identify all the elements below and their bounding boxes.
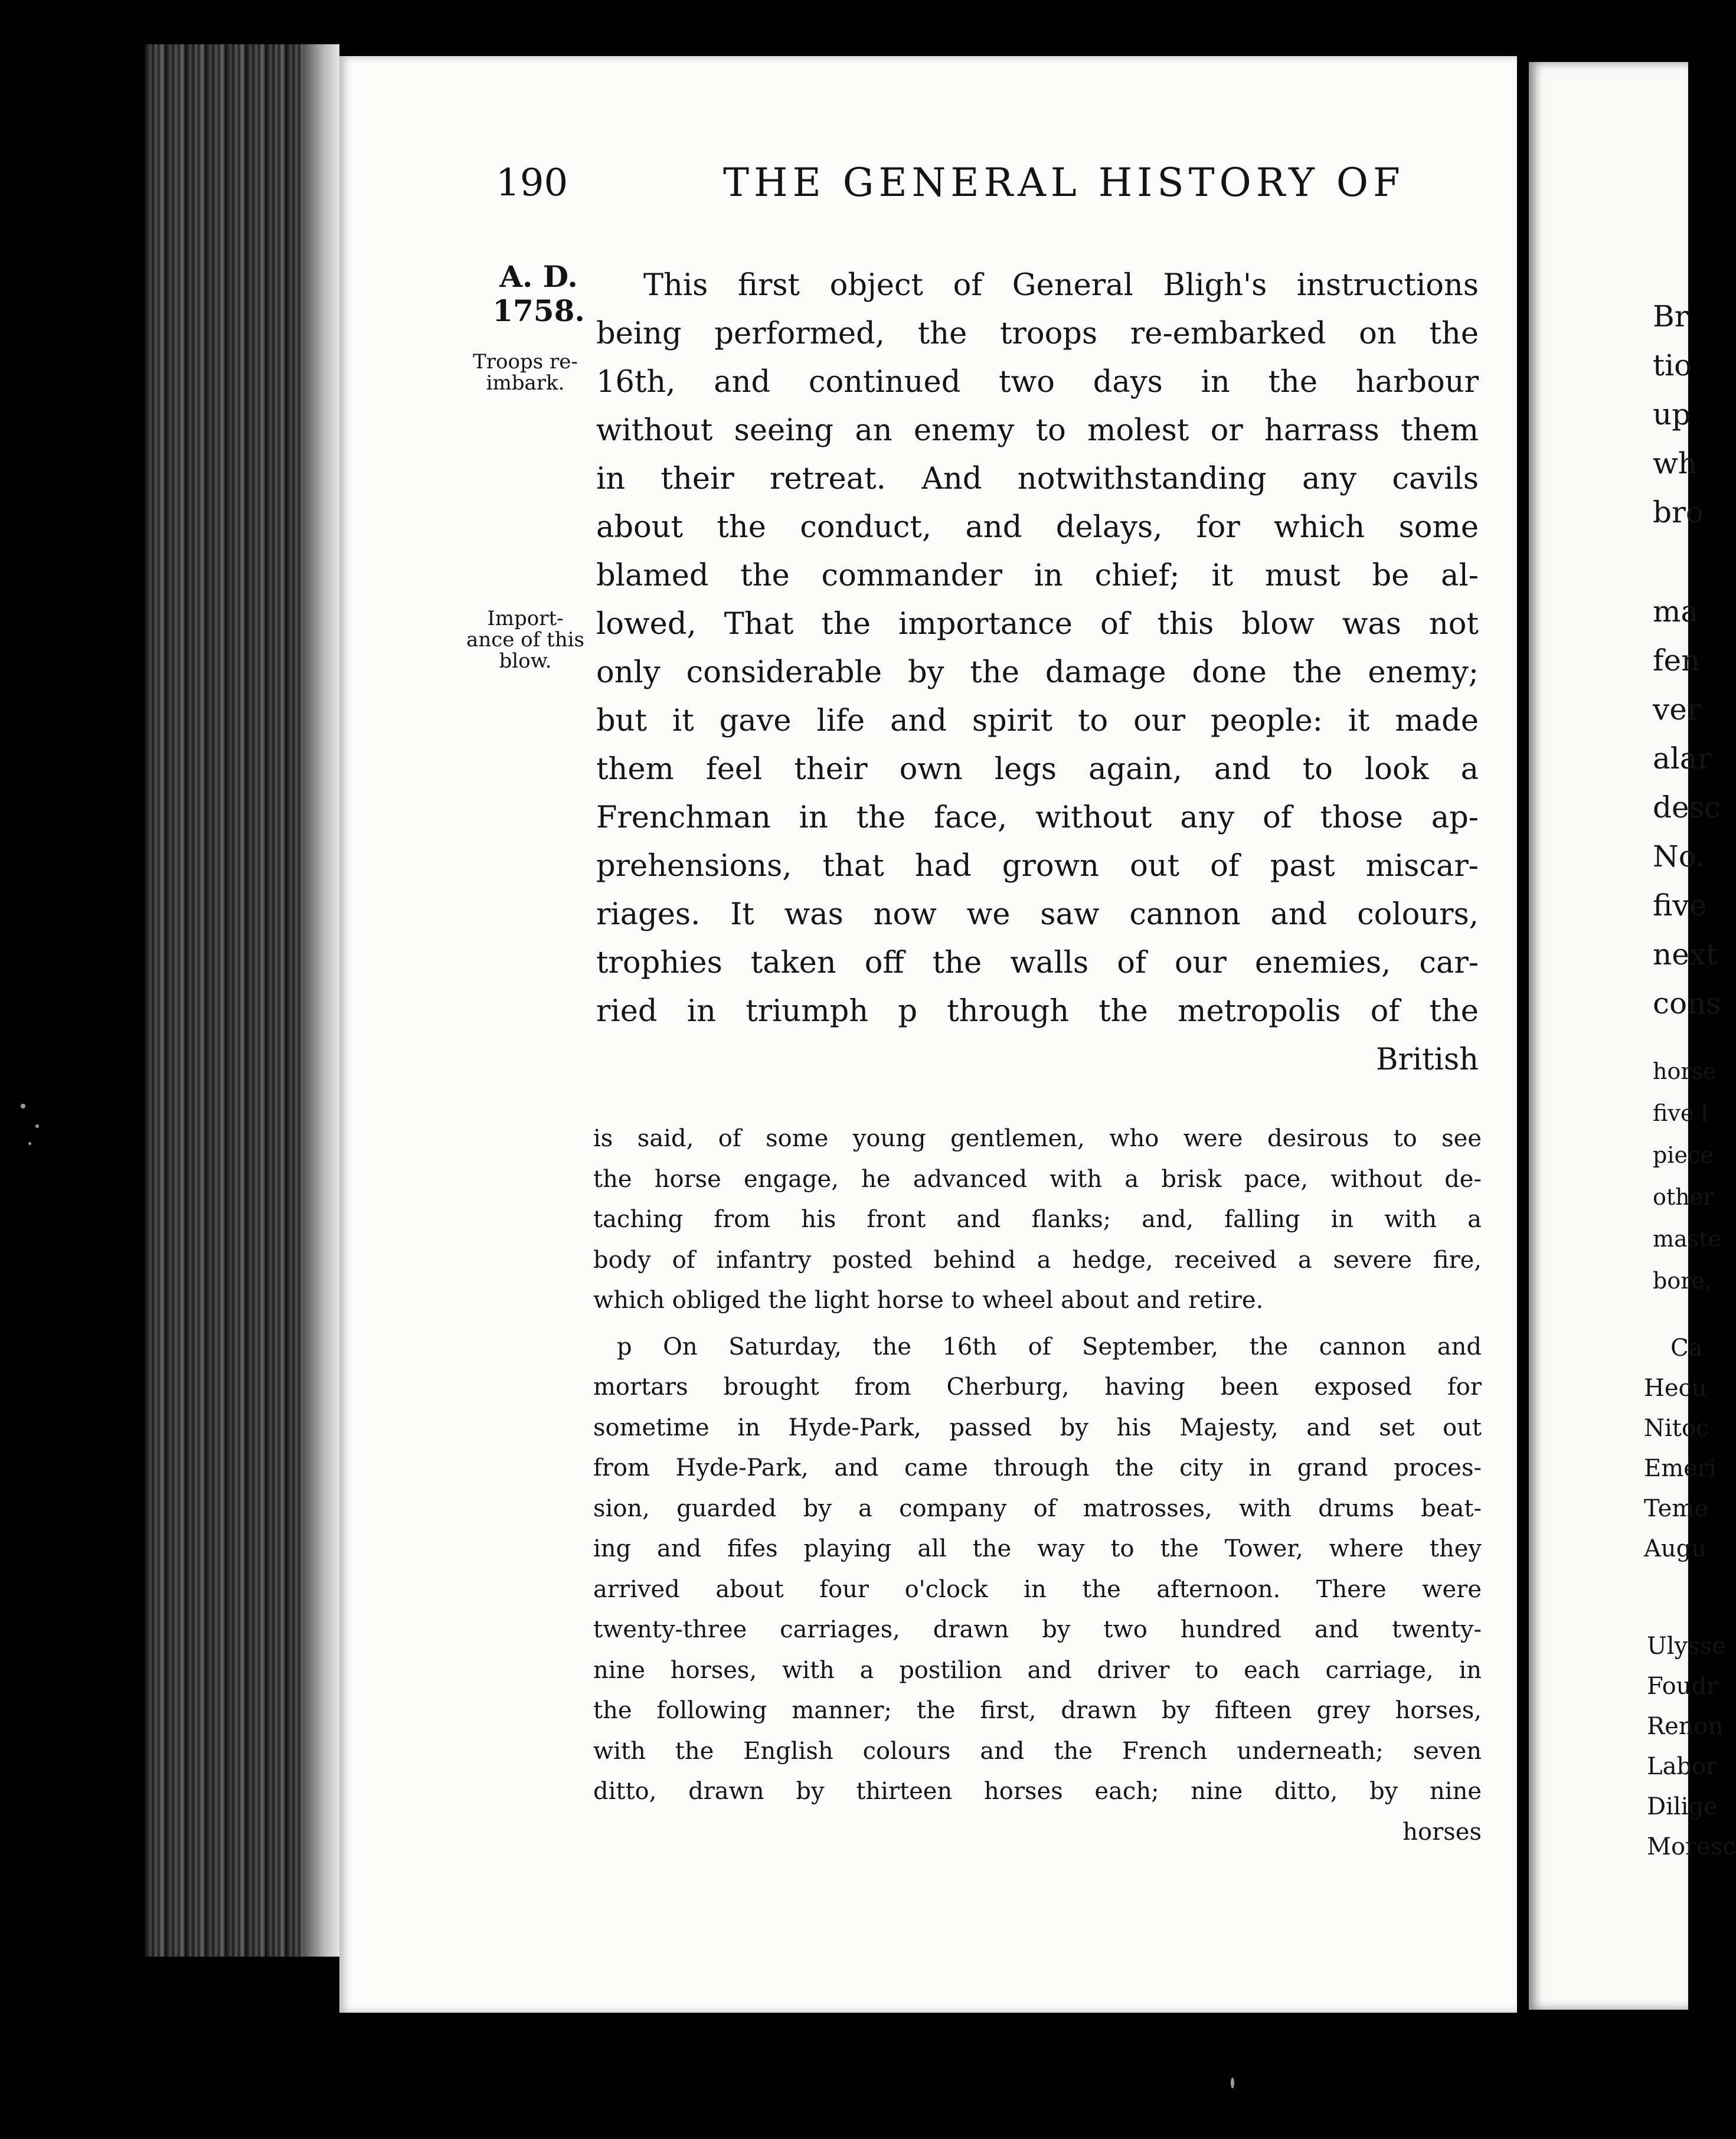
book-fore-edge <box>145 44 339 1957</box>
facing-column-middle <box>1653 587 1721 1028</box>
facing-line: bro <box>1653 495 1704 529</box>
body-line: them feel their own legs again, and to look a <box>596 752 1479 787</box>
left-page <box>339 56 1517 2013</box>
footnotes <box>593 1118 1482 1852</box>
body-line: trophies taken off the walls of our enemies, car- <box>596 946 1479 980</box>
footnote-gap <box>593 1321 1482 1327</box>
facing-line: Ca <box>1670 1335 1703 1362</box>
facing-column-small <box>1653 1051 1721 1302</box>
facing-line: five l <box>1653 1100 1708 1126</box>
facing-column-top <box>1653 292 1704 537</box>
body-line: but it gave life and spirit to our people: it made <box>596 704 1479 738</box>
footnote-line: the following manner; the first, drawn by fifteen grey horses, <box>593 1697 1482 1724</box>
right-facing-page <box>1529 62 1736 2010</box>
footnote-line: ditto, drawn by thirteen horses each; nine ditto, by nine <box>593 1778 1482 1805</box>
body-line: about the conduct, and delays, for which some <box>596 510 1479 545</box>
facing-line: Renon <box>1647 1713 1724 1740</box>
facing-line: ver <box>1653 692 1701 727</box>
footnote-catchword: horses <box>1402 1818 1482 1846</box>
body-line: in their retreat. And notwithstanding any cavils <box>596 462 1479 496</box>
facing-line: Moresc <box>1647 1833 1736 1860</box>
footnote-line: p On Saturday, the 16th of September, the cannon and <box>617 1333 1482 1360</box>
facing-line: ma <box>1653 594 1699 629</box>
footnote-line: the horse engage, he advanced with a brisk pace, without de- <box>593 1165 1482 1193</box>
facing-line: up <box>1653 397 1691 431</box>
margin-note-troops: Troops re- imbark. <box>473 350 578 395</box>
facing-line: Emeri <box>1644 1455 1717 1482</box>
footnote-line: arrived about four o'clock in the afternoon. There were <box>593 1575 1482 1603</box>
footnote-line: which obliged the light horse to wheel about and retire. <box>593 1287 1264 1314</box>
scan-speck <box>28 1142 31 1145</box>
footnote-line: sometime in Hyde-Park, passed by his Majesty, and set out <box>593 1414 1482 1441</box>
body-line: 16th, and continued two days in the harbour <box>596 365 1479 400</box>
facing-line: piece <box>1653 1142 1714 1168</box>
facing-line: bore, <box>1653 1268 1712 1294</box>
footnote-line: ing and fifes playing all the way to the Tower, where they <box>593 1535 1482 1562</box>
facing-line: Augu <box>1644 1535 1707 1562</box>
body-line: only considerable by the damage done the enemy; <box>596 655 1479 690</box>
facing-line: five <box>1653 888 1707 923</box>
footnote-line: is said, of some young gentlemen, who were desirous to see <box>593 1125 1482 1152</box>
footnote-line: sion, guarded by a company of matrosses, with drums beat- <box>593 1494 1482 1522</box>
body-line: This first object of General Bligh's instructions <box>643 268 1479 303</box>
body-catchword: British <box>1376 1042 1479 1077</box>
facing-line: Ulysse <box>1647 1633 1726 1660</box>
facing-column-names-2 <box>1647 1626 1736 1867</box>
facing-line: horse <box>1653 1058 1717 1084</box>
facing-line: Br <box>1653 299 1689 333</box>
body-text <box>596 261 1479 1084</box>
facing-line: No. <box>1653 839 1705 874</box>
body-line: lowed, That the importance of this blow was not <box>596 607 1479 642</box>
body-line: riages. It was now we saw cannon and colours, <box>596 897 1479 932</box>
running-head <box>496 148 1499 218</box>
facing-line: Foudr <box>1647 1673 1718 1700</box>
body-line: prehensions, that had grown out of past miscar- <box>596 849 1479 884</box>
body-line: ried in triumph p through the metropolis of the <box>596 994 1479 1029</box>
scan-speck <box>35 1124 39 1128</box>
facing-line: fen <box>1653 643 1701 678</box>
facing-line: tio <box>1653 348 1692 382</box>
facing-line: other <box>1653 1184 1714 1210</box>
facing-line: wh <box>1653 446 1697 480</box>
page-number: 190 <box>496 161 568 205</box>
facing-line: maste <box>1653 1226 1721 1252</box>
facing-line: desc <box>1653 790 1721 825</box>
facing-line: Hecu <box>1644 1375 1707 1402</box>
running-head-title: THE GENERAL HISTORY OF <box>723 160 1405 205</box>
footnote-line: taching from his front and flanks; and, falling in with a <box>593 1206 1482 1233</box>
scan-speck <box>1231 2078 1234 2088</box>
footnote-line: from Hyde-Park, and came through the city in grand proces- <box>593 1454 1482 1481</box>
body-line: blamed the commander in chief; it must be al- <box>596 558 1479 593</box>
scan-speck <box>21 1104 25 1108</box>
footnote-line: nine horses, with a postilion and driver to each carriage, in <box>593 1656 1482 1684</box>
margin-note-importance: Import- ance of this blow. <box>466 607 584 673</box>
body-line: without seeing an enemy to molest or harrass them <box>596 413 1479 448</box>
facing-line: Teme <box>1644 1495 1708 1522</box>
body-line: Frenchman in the face, without any of those ap- <box>596 800 1479 835</box>
facing-line: cons <box>1653 986 1721 1021</box>
facing-column-names-1 <box>1644 1328 1717 1569</box>
footnote-line: body of infantry posted behind a hedge, received a severe fire, <box>593 1246 1482 1274</box>
facing-line: Labor <box>1647 1753 1718 1780</box>
footnote-line: twenty-three carriages, drawn by two hundred and twenty- <box>593 1616 1482 1643</box>
body-line: being performed, the troops re-embarked on the <box>596 316 1479 351</box>
margin-date: A. D. 1758. <box>492 259 585 328</box>
facing-line: next <box>1653 937 1718 972</box>
facing-line: alar <box>1653 741 1712 776</box>
footnote-line: mortars brought from Cherburg, having been exposed for <box>593 1373 1482 1401</box>
facing-line: Nitoc <box>1644 1415 1709 1442</box>
facing-line: Dilige <box>1647 1793 1718 1820</box>
footnote-line: with the English colours and the French underneath; seven <box>593 1737 1482 1765</box>
